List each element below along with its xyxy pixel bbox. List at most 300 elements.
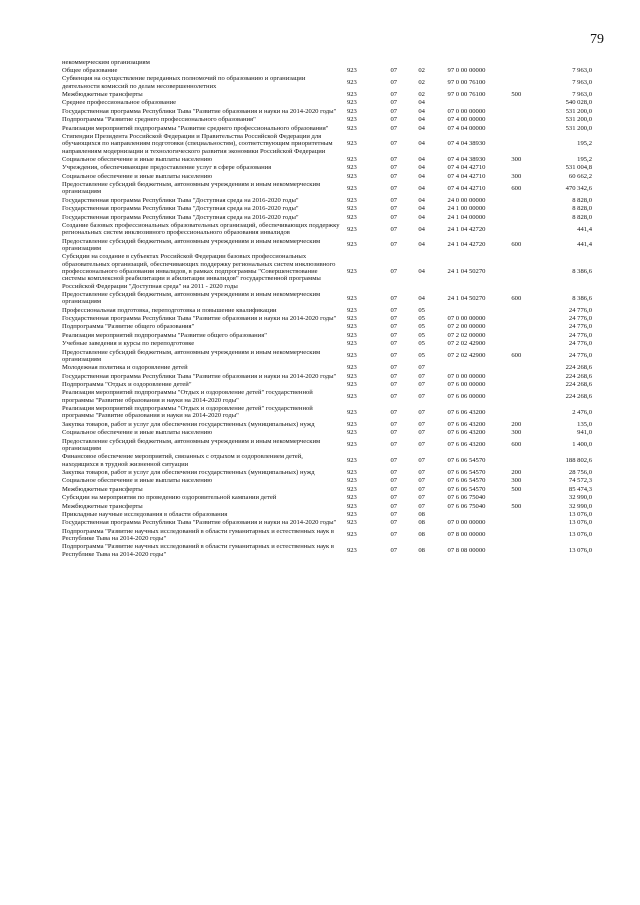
row-pr-code: 07 (418, 393, 425, 401)
row-cs-code: 07 4 04 38930 (447, 155, 486, 163)
table-row (62, 99, 592, 107)
table-row (62, 66, 592, 74)
row-name: Государственная программа Республики Тыва "Развитие образования и науки на 2014-2020 годы" (62, 519, 337, 527)
row-gr-code: 923 (346, 456, 357, 464)
row-pr-code: 07 (418, 456, 425, 464)
row-name: Социальное обеспечение и иные выплаты населению (62, 172, 213, 180)
row-name: Субсидии на мероприятия по проведению оздоровительной кампании детей (62, 494, 277, 502)
row-gr-code: 923 (346, 267, 357, 275)
row-sum: 224 268,6 (565, 393, 592, 401)
table-row (62, 213, 592, 221)
row-cs-code: 07 4 00 00000 (447, 116, 486, 124)
row-gr-code: 923 (346, 408, 357, 416)
row-sum: 7 963,0 (572, 91, 592, 99)
row-pr-code: 02 (418, 78, 425, 86)
row-pr-code: 04 (418, 196, 425, 204)
row-rz-code: 07 (390, 107, 398, 115)
row-cs-code: 07 2 02 00000 (447, 331, 486, 339)
row-cs-code: 07 6 06 75040 (447, 502, 486, 510)
row-pr-code: 07 (418, 420, 425, 428)
row-pr-code: 07 (418, 468, 425, 476)
row-rz-code: 07 (390, 172, 398, 180)
row-sum: 195,2 (577, 155, 592, 163)
table-row (62, 468, 592, 476)
row-rz-code: 07 (390, 393, 398, 401)
row-sum: 531 200,0 (565, 107, 592, 115)
row-pr-code: 07 (418, 494, 425, 502)
row-cs-code: 24 0 00 00000 (447, 196, 486, 204)
row-name: Предоставление субсидий бюджетным, автономным учреждениям и иным некоммерческим организациям (62, 437, 321, 452)
row-gr-code: 923 (346, 225, 357, 233)
row-sum: 32 990,0 (568, 502, 592, 510)
row-pr-code: 04 (418, 294, 425, 302)
row-rz-code: 07 (390, 66, 398, 74)
row-cs-code: 24 1 04 50270 (447, 294, 486, 302)
table-row (62, 132, 592, 155)
table-row (62, 164, 592, 172)
row-pr-code: 07 (418, 502, 425, 510)
row-cs-code: 07 6 06 43200 (447, 408, 486, 416)
row-rz-code: 07 (390, 196, 398, 204)
row-gr-code: 923 (346, 420, 357, 428)
row-name: Подпрограмма "Развитие среднего профессионального образования" (62, 116, 256, 124)
row-sum: 13 076,0 (568, 547, 592, 555)
table-row (62, 221, 592, 237)
row-pr-code: 05 (418, 340, 425, 348)
row-cs-code: 07 4 04 42710 (447, 172, 486, 180)
row-pr-code: 04 (418, 124, 425, 132)
row-name: Реализация мероприятий подпрограммы "Отдых и оздоровление детей" государственной программы "Развитие образования и науки на 2014-2020 годы" (62, 389, 313, 404)
row-cs-code: 24 1 04 00000 (447, 213, 486, 221)
row-pr-code: 07 (418, 477, 425, 485)
row-cs-code: 07 6 06 75040 (447, 494, 486, 502)
row-name: Предоставление субсидий бюджетным, автономным учреждениям и иным некоммерческим организациям (62, 290, 321, 306)
row-sum: 224 268,6 (565, 372, 592, 380)
row-cs-code: 07 4 04 42710 (447, 164, 486, 172)
row-rz-code: 07 (390, 294, 398, 302)
table-row (62, 306, 592, 314)
table-row (62, 124, 592, 132)
row-rz-code: 07 (390, 502, 398, 510)
row-gr-code: 923 (346, 340, 357, 348)
table-row (62, 372, 592, 380)
row-pr-code: 04 (418, 184, 425, 192)
row-vr-code: 500 (511, 91, 522, 99)
row-sum: 2 476,0 (572, 408, 592, 416)
row-cs-code: 97 0 00 76100 (447, 78, 486, 86)
row-rz-code: 07 (390, 510, 398, 518)
row-gr-code: 923 (346, 241, 357, 249)
row-sum: 28 756,0 (568, 468, 592, 476)
row-name: Учреждения, обеспечивающие предоставление услуг в сфере образования (62, 164, 272, 172)
row-vr-code: 200 (511, 468, 522, 476)
row-gr-code: 923 (346, 429, 357, 437)
row-rz-code: 07 (390, 547, 398, 555)
row-vr-code: 300 (511, 477, 522, 485)
row-sum: 531 200,0 (565, 116, 592, 124)
row-cs-code: 07 2 02 42900 (447, 340, 486, 348)
row-sum: 540 028,0 (565, 99, 592, 107)
row-sum: 224 268,6 (565, 381, 592, 389)
row-pr-code: 04 (418, 267, 425, 275)
row-pr-code: 04 (418, 241, 425, 249)
row-cs-code: 24 1 04 42720 (447, 241, 486, 249)
row-name: Субсидии на создание в субъектах Российской Федерации базовых профессиональных образовательных организаций, обеспечивающих поддержку региональных систем инклюзивного профессионального образования инвалидов, в рамках подпрограммы "Совершенствование системы комплексной реабилитации и абилитации инвалидов" государственной программы Российской Федерации "Доступная среда" на 2011 - 2020 годы (62, 253, 336, 290)
row-cs-code: 07 2 02 42900 (447, 352, 486, 360)
row-gr-code: 923 (346, 172, 357, 180)
table-row (62, 75, 592, 91)
row-gr-code: 923 (346, 477, 357, 485)
table-row (62, 405, 592, 421)
row-rz-code: 07 (390, 485, 398, 493)
row-name: Государственная программа Республики Тыва "Развитие образования и науки на 2014-2020 годы" (62, 107, 337, 115)
row-pr-code: 05 (418, 323, 425, 331)
row-sum: 24 776,0 (568, 340, 592, 348)
row-pr-code: 04 (418, 107, 425, 115)
row-sum: 24 776,0 (568, 315, 592, 323)
row-gr-code: 923 (346, 315, 357, 323)
row-rz-code: 07 (390, 352, 398, 360)
row-sum: 8 828,0 (572, 196, 592, 204)
row-sum: 531 200,0 (565, 124, 592, 132)
row-pr-code: 04 (418, 164, 425, 172)
row-cs-code: 07 6 06 54570 (447, 477, 486, 485)
row-name: Подпрограмма "Отдых и оздоровление детей" (62, 381, 192, 389)
row-sum: 224 268,6 (565, 364, 592, 372)
table-row (62, 107, 592, 115)
row-gr-code: 923 (346, 494, 357, 502)
row-cs-code: 07 6 06 54570 (447, 485, 486, 493)
row-sum: 24 776,0 (568, 331, 592, 339)
row-cs-code: 07 6 00 00000 (447, 381, 486, 389)
row-name: Среднее профессиональное образование (62, 99, 177, 107)
row-sum: 8 828,0 (572, 205, 592, 213)
row-rz-code: 07 (390, 241, 398, 249)
row-gr-code: 923 (346, 468, 357, 476)
row-sum: 7 963,0 (572, 78, 592, 86)
row-vr-code: 600 (511, 294, 522, 302)
row-gr-code: 923 (346, 547, 357, 555)
row-name: Государственная программа Республики Тыва "Доступная среда на 2016-2020 годы" (62, 196, 299, 204)
row-name: Общее образование (62, 66, 118, 74)
table-row (62, 477, 592, 485)
row-gr-code: 923 (346, 205, 357, 213)
page-number: 79 (590, 32, 604, 47)
row-rz-code: 07 (390, 99, 398, 107)
row-rz-code: 07 (390, 78, 398, 86)
row-rz-code: 07 (390, 340, 398, 348)
row-pr-code: 08 (418, 510, 425, 518)
row-rz-code: 07 (390, 477, 398, 485)
table-row (62, 181, 592, 197)
row-vr-code: 600 (511, 441, 522, 449)
row-name: Прикладные научные исследования в области образования (62, 510, 228, 518)
row-pr-code: 07 (418, 364, 425, 372)
row-name: Государственная программа Республики Тыва "Доступная среда на 2016-2020 годы" (62, 213, 299, 221)
row-name: Профессиональная подготовка, переподготовка и повышение квалификации (62, 306, 277, 314)
row-name: Межбюджетные трансферты (62, 502, 143, 510)
row-gr-code: 923 (346, 510, 357, 518)
row-rz-code: 07 (390, 408, 398, 416)
row-pr-code: 08 (418, 531, 425, 539)
row-sum: 74 572,3 (568, 477, 592, 485)
table-row (62, 340, 592, 348)
row-pr-code: 07 (418, 372, 425, 380)
row-name: Молодежная политика и оздоровление детей (62, 364, 188, 372)
row-pr-code: 04 (418, 172, 425, 180)
row-sum: 470 342,6 (565, 184, 592, 192)
table-row (62, 420, 592, 428)
row-rz-code: 07 (390, 468, 398, 476)
row-pr-code: 04 (418, 99, 425, 107)
row-gr-code: 923 (346, 381, 357, 389)
row-cs-code: 07 4 04 42710 (447, 184, 486, 192)
row-cs-code: 24 1 04 42720 (447, 225, 486, 233)
row-name: Предоставление субсидий бюджетным, автономным учреждениям и иным некоммерческим организациям (62, 181, 321, 196)
row-rz-code: 07 (390, 306, 398, 314)
row-cs-code: 24 1 00 00000 (447, 205, 486, 213)
table-row (62, 90, 592, 98)
row-rz-code: 07 (390, 531, 398, 539)
row-pr-code: 04 (418, 155, 425, 163)
row-gr-code: 923 (346, 184, 357, 192)
row-pr-code: 08 (418, 519, 425, 527)
row-rz-code: 07 (390, 494, 398, 502)
row-rz-code: 07 (390, 441, 398, 449)
row-pr-code: 04 (418, 205, 425, 213)
row-sum: 188 802,6 (565, 456, 592, 464)
row-gr-code: 923 (346, 213, 357, 221)
row-cs-code: 07 0 00 00000 (447, 315, 486, 323)
table-row (62, 429, 592, 437)
row-rz-code: 07 (390, 364, 398, 372)
row-rz-code: 07 (390, 164, 398, 172)
row-pr-code: 05 (418, 352, 425, 360)
table-row (62, 527, 592, 543)
table-row (62, 364, 592, 372)
row-vr-code: 300 (511, 172, 522, 180)
table-row (62, 314, 592, 322)
row-cs-code: 24 1 04 50270 (447, 267, 486, 275)
row-sum: 441,4 (577, 241, 592, 249)
row-sum: 8 828,0 (572, 213, 592, 221)
row-name: Финансовое обеспечение мероприятий, связанных с отдыхом и оздоровлением детей, находящихся в трудной жизненной ситуации (62, 453, 303, 468)
row-name: Предоставление субсидий бюджетным, автономным учреждениям и иным некоммерческим организациям (62, 237, 321, 252)
row-name: Социальное обеспечение и иные выплаты населению (62, 155, 213, 163)
row-sum: 941,0 (577, 429, 592, 437)
row-cs-code: 07 0 00 00000 (447, 372, 486, 380)
row-vr-code: 600 (511, 184, 522, 192)
row-vr-code: 200 (511, 420, 522, 428)
row-vr-code: 500 (511, 485, 522, 493)
table-row (62, 237, 592, 253)
row-gr-code: 923 (346, 393, 357, 401)
row-cs-code: 07 6 06 43200 (447, 429, 486, 437)
table-row (62, 290, 592, 306)
row-gr-code: 923 (346, 364, 357, 372)
row-sum: 24 776,0 (568, 352, 592, 360)
row-rz-code: 07 (390, 315, 398, 323)
row-name: Государственная программа Республики Тыва "Доступная среда на 2016-2020 годы" (62, 205, 299, 213)
row-gr-code: 923 (346, 155, 357, 163)
row-cs-code: 07 6 06 43200 (447, 441, 486, 449)
row-sum: 1 400,0 (572, 441, 592, 449)
row-rz-code: 07 (390, 140, 398, 148)
row-gr-code: 923 (346, 124, 357, 132)
row-pr-code: 07 (418, 408, 425, 416)
row-gr-code: 923 (346, 78, 357, 86)
row-cs-code: 07 6 06 54570 (447, 456, 486, 464)
row-name: некоммерческим организациям (62, 58, 150, 66)
row-pr-code: 04 (418, 213, 425, 221)
row-name: Стипендии Президента Российской Федерации и Правительства Российской Федерации для обучающихся по направлениям подготовки (специальностям), соответствующим приоритетным направлениям модернизации и технологического развития экономики Российской Федерации (62, 132, 333, 155)
row-sum: 13 076,0 (568, 519, 592, 527)
row-gr-code: 923 (346, 107, 357, 115)
table-row (62, 519, 592, 527)
row-rz-code: 07 (390, 205, 398, 213)
table-row (62, 253, 592, 291)
row-sum: 7 963,0 (572, 66, 592, 74)
row-rz-code: 07 (390, 124, 398, 132)
row-gr-code: 923 (346, 91, 357, 99)
row-name: Реализация мероприятий подпрограммы "Развитие среднего профессионального образования" (62, 124, 329, 132)
row-gr-code: 923 (346, 116, 357, 124)
row-name: Государственная программа Республики Тыва "Развитие образования и науки на 2014-2020 годы" (62, 315, 337, 323)
row-name: Подпрограмма "Развитие общего образования" (62, 323, 195, 331)
row-cs-code: 07 0 00 00000 (447, 519, 486, 527)
row-pr-code: 05 (418, 306, 425, 314)
row-name: Предоставление субсидий бюджетным, автономным учреждениям и иным некоммерческим организациям (62, 348, 321, 363)
row-pr-code: 07 (418, 381, 425, 389)
row-vr-code: 500 (511, 502, 522, 510)
budget-table (62, 58, 592, 559)
table-row (62, 494, 592, 502)
row-sum: 60 662,2 (568, 172, 592, 180)
row-vr-code: 300 (511, 155, 522, 163)
row-gr-code: 923 (346, 531, 357, 539)
row-gr-code: 923 (346, 502, 357, 510)
row-cs-code: 07 6 06 54570 (447, 468, 486, 476)
row-gr-code: 923 (346, 306, 357, 314)
table-row (62, 510, 592, 518)
row-gr-code: 923 (346, 294, 357, 302)
row-rz-code: 07 (390, 267, 398, 275)
row-rz-code: 07 (390, 456, 398, 464)
row-sum: 195,2 (577, 140, 592, 148)
table-row (62, 58, 592, 66)
row-gr-code: 923 (346, 140, 357, 148)
row-sum: 8 386,6 (572, 294, 592, 302)
row-sum: 135,0 (577, 420, 592, 428)
row-pr-code: 02 (418, 66, 425, 74)
row-name: Государственная программа Республики Тыва "Развитие образования и науки на 2014-2020 годы" (62, 372, 337, 380)
row-cs-code: 07 6 06 43200 (447, 420, 486, 428)
row-cs-code: 07 0 00 00000 (447, 107, 486, 115)
row-name: Создание базовых профессиональных образовательных организаций, обеспечивающих поддержку региональных систем инклюзивного профессионального образования инвалидов (62, 221, 340, 237)
row-pr-code: 05 (418, 315, 425, 323)
row-gr-code: 923 (346, 441, 357, 449)
row-vr-code: 600 (511, 352, 522, 360)
row-gr-code: 923 (346, 164, 357, 172)
row-cs-code: 07 8 08 00000 (447, 547, 486, 555)
row-rz-code: 07 (390, 331, 398, 339)
table-row (62, 437, 592, 453)
row-cs-code: 07 4 04 00000 (447, 124, 486, 132)
row-pr-code: 07 (418, 441, 425, 449)
row-name: Субвенция на осуществление переданных полномочий по образованию и организации деятельности комиссий по делам несовершеннолетних (62, 75, 306, 90)
table-row (62, 155, 592, 163)
row-pr-code: 08 (418, 547, 425, 555)
row-rz-code: 07 (390, 155, 398, 163)
row-name: Межбюджетные трансферты (62, 485, 143, 493)
row-rz-code: 07 (390, 429, 398, 437)
row-rz-code: 07 (390, 213, 398, 221)
row-rz-code: 07 (390, 225, 398, 233)
row-sum: 531 004,8 (565, 164, 592, 172)
row-vr-code: 600 (511, 241, 522, 249)
row-pr-code: 04 (418, 116, 425, 124)
row-gr-code: 923 (346, 485, 357, 493)
table-row (62, 381, 592, 389)
table-row (62, 331, 592, 339)
row-rz-code: 07 (390, 420, 398, 428)
row-name: Закупка товаров, работ и услуг для обеспечения государственных (муниципальных) нужд (62, 420, 315, 428)
row-cs-code: 97 0 00 00000 (447, 66, 486, 74)
row-vr-code: 300 (511, 429, 522, 437)
row-sum: 8 386,6 (572, 267, 592, 275)
row-name: Подпрограмма "Развитие научных исследований в области гуманитарных и естественных наук в Республике Тыва на 2014-2020 годы" (62, 543, 335, 558)
row-cs-code: 07 8 00 00000 (447, 531, 486, 539)
row-name: Реализация мероприятий подпрограммы "Отдых и оздоровление детей" государственной программы "Развитие образования и науки на 2014-2020 годы" (62, 405, 313, 420)
row-rz-code: 07 (390, 372, 398, 380)
row-cs-code: 07 6 06 00000 (447, 393, 486, 401)
row-name: Социальное обеспечение и иные выплаты населению (62, 477, 213, 485)
row-rz-code: 07 (390, 519, 398, 527)
table-row (62, 389, 592, 405)
row-rz-code: 07 (390, 116, 398, 124)
table-row (62, 196, 592, 204)
table-row (62, 485, 592, 493)
table-row (62, 502, 592, 510)
row-gr-code: 923 (346, 99, 357, 107)
table-row (62, 172, 592, 180)
row-gr-code: 923 (346, 66, 357, 74)
row-rz-code: 07 (390, 381, 398, 389)
row-cs-code: 97 0 00 76100 (447, 91, 486, 99)
row-gr-code: 923 (346, 519, 357, 527)
table-row (62, 453, 592, 469)
row-sum: 24 776,0 (568, 323, 592, 331)
row-gr-code: 923 (346, 196, 357, 204)
row-pr-code: 02 (418, 91, 425, 99)
row-name: Реализация мероприятий подпрограммы "Развитие общего образования" (62, 331, 267, 339)
row-sum: 85 474,3 (568, 485, 592, 493)
row-gr-code: 923 (346, 331, 357, 339)
table-row (62, 348, 592, 364)
table-row (62, 323, 592, 331)
row-sum: 24 776,0 (568, 306, 592, 314)
row-gr-code: 923 (346, 323, 357, 331)
row-rz-code: 07 (390, 323, 398, 331)
row-cs-code: 07 2 00 00000 (447, 323, 486, 331)
row-cs-code: 07 4 04 38930 (447, 140, 486, 148)
row-name: Социальное обеспечение и иные выплаты населению (62, 429, 213, 437)
row-sum: 13 076,0 (568, 531, 592, 539)
row-sum: 13 076,0 (568, 510, 592, 518)
row-name: Закупка товаров, работ и услуг для обеспечения государственных (муниципальных) нужд (62, 468, 315, 476)
row-pr-code: 05 (418, 331, 425, 339)
row-rz-code: 07 (390, 184, 398, 192)
